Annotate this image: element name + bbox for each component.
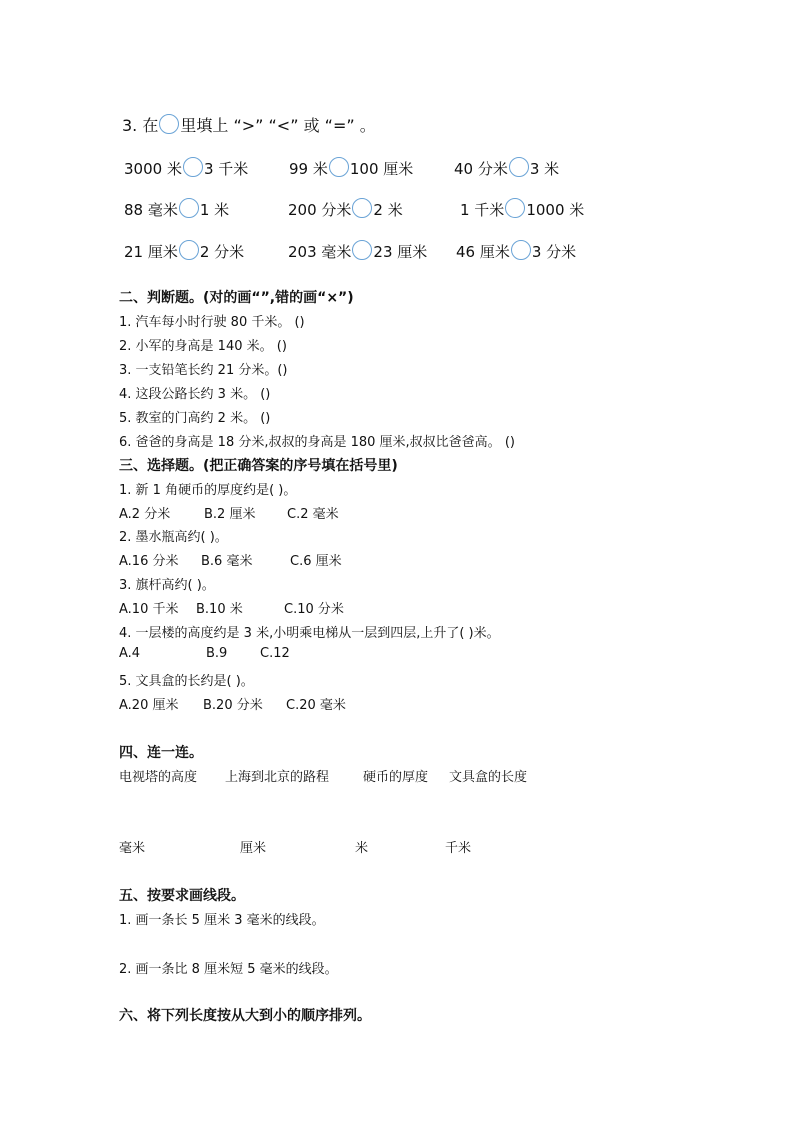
judge-item: 3. 一支铅笔长约 21 分米。() xyxy=(119,363,288,378)
option: C.6 厘米 xyxy=(290,554,342,569)
q3-title xyxy=(122,113,376,136)
answer-circle[interactable] xyxy=(352,240,372,260)
option: C.12 xyxy=(260,646,290,661)
match-item[interactable]: 电视塔的高度 xyxy=(119,770,198,785)
answer-circle[interactable] xyxy=(179,240,199,260)
answer-circle[interactable] xyxy=(179,198,199,218)
option: A.10 千米 xyxy=(119,602,179,617)
choice-options xyxy=(119,694,346,713)
draw-item: 1. 画一条长 5 厘米 3 毫米的线段。 xyxy=(119,913,325,928)
answer-circle[interactable] xyxy=(509,157,529,177)
choice-options xyxy=(119,598,344,617)
choice-options xyxy=(119,550,342,569)
compare-item: 203 毫米 23 厘米 xyxy=(288,240,427,262)
option: B.20 分米 xyxy=(203,698,263,713)
choice-question: 5. 文具盒的长约是( )。 xyxy=(119,674,254,689)
option: A.20 厘米 xyxy=(119,698,179,713)
match-unit[interactable]: 米 xyxy=(355,841,369,856)
option: B.2 厘米 xyxy=(204,507,256,522)
compare-item: 88 毫米 1 米 xyxy=(124,198,229,220)
answer-circle[interactable] xyxy=(511,240,531,260)
compare-item: 200 分米 2 米 xyxy=(288,198,403,220)
match-unit[interactable]: 千米 xyxy=(445,841,472,856)
judge-item: 4. 这段公路长约 3 米。 () xyxy=(119,387,271,402)
compare-item: 46 厘米 3 分米 xyxy=(456,240,576,262)
match-item[interactable]: 上海到北京的路程 xyxy=(225,770,330,785)
option: A.2 分米 xyxy=(119,507,171,522)
circle-blank-icon xyxy=(159,114,179,134)
match-item[interactable]: 硬币的厚度 xyxy=(363,770,429,785)
choice-question: 3. 旗杆高约( )。 xyxy=(119,578,215,593)
section-heading: 二、判断题。(对的画“”,错的画“×”) xyxy=(119,290,354,306)
draw-item: 2. 画一条比 8 厘米短 5 毫米的线段。 xyxy=(119,962,338,977)
option: B.6 毫米 xyxy=(201,554,253,569)
compare-item: 21 厘米 2 分米 xyxy=(124,240,244,262)
judge-item: 1. 汽车每小时行驶 80 千米。 () xyxy=(119,315,305,330)
judge-item: 5. 教室的门高约 2 米。 () xyxy=(119,411,271,426)
compare-item: 3000 米 3 千米 xyxy=(124,157,248,179)
option: B.10 米 xyxy=(196,602,243,617)
option: B.9 xyxy=(206,646,228,661)
answer-circle[interactable] xyxy=(505,198,525,218)
choice-question: 4. 一层楼的高度约是 3 米,小明乘电梯从一层到四层,上升了( )米。 xyxy=(119,626,500,641)
compare-item: 40 分米 3 米 xyxy=(454,157,559,179)
match-item[interactable]: 文具盒的长度 xyxy=(449,770,528,785)
option: A.4 xyxy=(119,646,141,661)
judge-item: 6. 爸爸的身高是 18 分米,叔叔的身高是 180 厘米,叔叔比爸爸高。 () xyxy=(119,435,515,450)
choice-options xyxy=(119,503,339,522)
choice-options xyxy=(119,646,290,661)
answer-circle[interactable] xyxy=(183,157,203,177)
option: C.20 毫米 xyxy=(286,698,346,713)
option: C.10 分米 xyxy=(284,602,344,617)
option: A.16 分米 xyxy=(119,554,179,569)
compare-item: 99 米 100 厘米 xyxy=(289,157,413,179)
section-heading: 五、按要求画线段。 xyxy=(119,888,245,904)
section-heading: 六、将下列长度按从大到小的顺序排列。 xyxy=(119,1008,371,1024)
answer-circle[interactable] xyxy=(329,157,349,177)
option: C.2 毫米 xyxy=(287,507,339,522)
q3-title-before: 3. 在 xyxy=(122,116,159,135)
compare-item: 1 千米 1000 米 xyxy=(460,198,584,220)
q3-title-after: 里填上 “>” “<” 或 “=” 。 xyxy=(180,116,376,135)
choice-question: 1. 新 1 角硬币的厚度约是( )。 xyxy=(119,483,297,498)
choice-question: 2. 墨水瓶高约( )。 xyxy=(119,530,228,545)
match-unit[interactable]: 厘米 xyxy=(240,841,267,856)
section-heading: 三、选择题。(把正确答案的序号填在括号里) xyxy=(119,458,398,474)
match-top-row xyxy=(119,766,527,785)
judge-item: 2. 小军的身高是 140 米。 () xyxy=(119,339,287,354)
answer-circle[interactable] xyxy=(352,198,372,218)
section-heading: 四、连一连。 xyxy=(119,745,203,761)
match-unit[interactable]: 毫米 xyxy=(119,841,146,856)
